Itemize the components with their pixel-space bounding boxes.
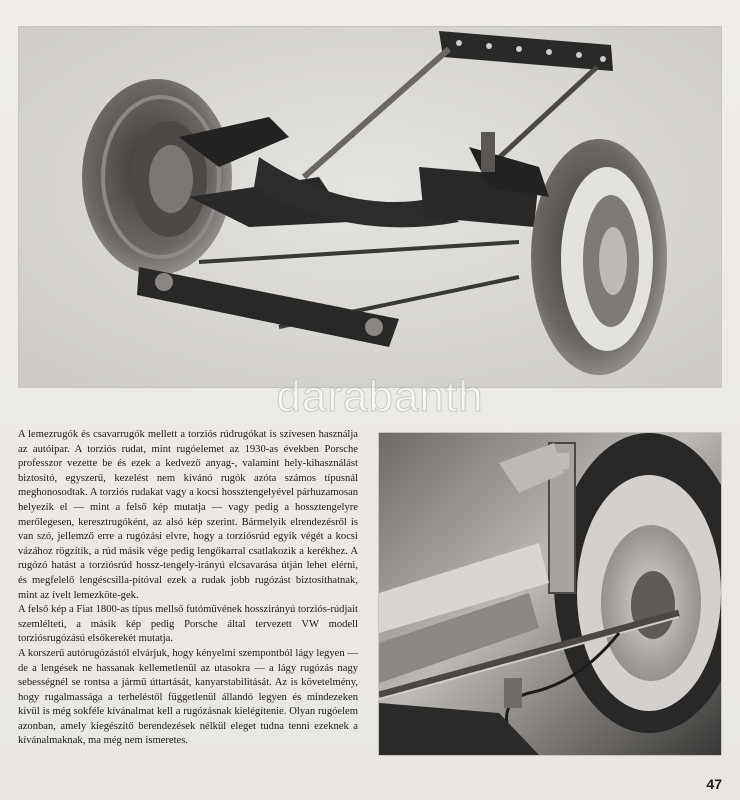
bottom-photo [378, 432, 722, 756]
paragraph: A lemezrugók és csavarrugók mellett a torziós rúdrugókat is szívesen használja az autóipar. A torziós rudat, mint rugóelemet az 1930-as években Porsche professzor vezette be és ezek a kedvező anyag-, valamint hely-kihasználást biztosító, egyszerű, kezelést nem kívánó rugók azóta számos típusnál meghonosodtak. A torziós rudakat vagy a kocsi hossztengelyével párhuzamosan helyezik el — mint a felső kép mutatja — vagy pedig a hossztengelyre merőlegesen, keresztrugóként, az alsó kép szerint. Bármelyik elrendezésről is van szó, jellemző erre a rugózási elvre, hogy a torziósrúd egyik végét a kocsi vázához rögzítik, a rúd másik vége pedig lengőkarral csatlakozik a kerékhez. A rugózó hatást a torziósrúd hossz-tengely-irányú elcsavarása útján lehet elérni, és megfelelő lengéscsilla-pítóval ezek a rudak jobb rugózást biztosíthatnak, mint az ívelt lemezköte-gek. [18, 429, 358, 601]
front-suspension-photo-icon [19, 27, 721, 387]
paragraph: A felső kép a Fiat 1800-as típus mellső futóművének hosszirányú torziós-rúdjait szemlélteti, a másik kép pedig Porsche által tervezett VW modell torziósrugózású elsőkerekét mutatja. [18, 604, 358, 645]
paragraph: A korszerű autórugózástól elvárjuk, hogy kényelmi szempontból lágy legyen — de a lengések ne hassanak kellemetlenül az utasokra — a lágy rugózás nagy sebességnél se rontsa a jármű úttartását, kanyarstabilitását. Az is követelmény, hogy rugalmassága a terheléstől függetlenül állandó legyen és mindezeken kívül is még sokféle kívánalmat kell a rugózásnak kielégítenie. Olyan rugóelem azonban, amely kiegészítő berendezések nélkül eleget tudna tenni ezeknek a kívánalmaknak, ma még nem ismeretes. [18, 647, 358, 747]
page-number: 47 [706, 776, 722, 792]
watermark: darabanth [276, 372, 484, 421]
article-text [18, 428, 358, 749]
torsion-front-axle-photo-icon [379, 433, 721, 755]
top-photo [18, 26, 722, 388]
